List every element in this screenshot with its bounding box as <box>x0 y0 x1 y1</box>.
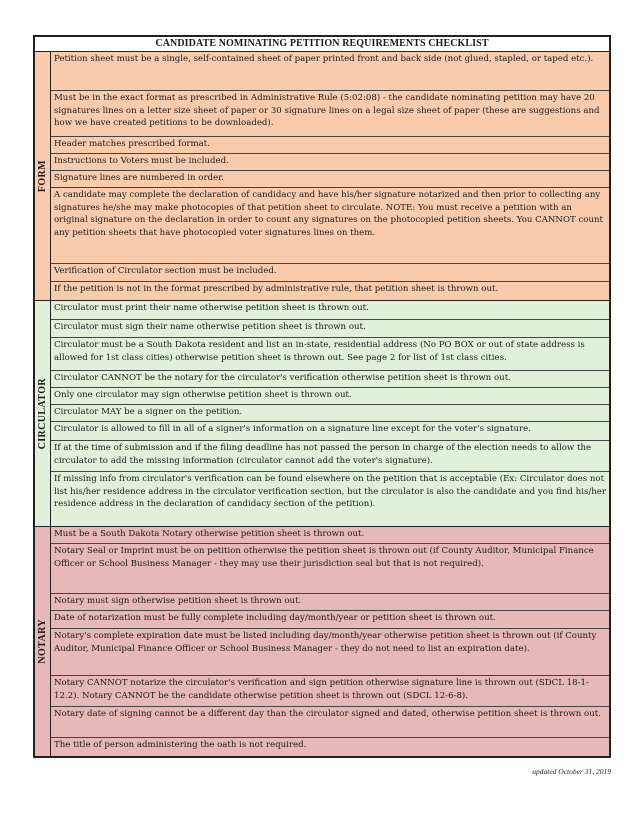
checklist-item: If missing info from circulator's verification can be found elsewhere on the petition that is acceptable (Ex: Circulator does not list his/her residence address in the circulator verification section, but the circulator is also the candidate and you find his/her residence address in the declaration of candidacy section of the petition). <box>51 472 609 526</box>
form-section-label <box>35 52 51 300</box>
checklist-table <box>33 35 611 758</box>
notary-items <box>51 527 609 756</box>
checklist-item: Instructions to Voters must be included. <box>51 154 609 171</box>
checklist-item: Must be in the exact format as prescribed in Administrative Rule (5:02:08) - the candidate nominating petition may have 20 signatures lines on a letter size sheet of paper or 30 signature lines on a legal size sheet of paper (these are suggestions and how we have created petitions to be downloaded). <box>51 91 609 137</box>
checklist-item: Circulator must sign their name otherwise petition sheet is thrown out. <box>51 320 609 338</box>
circulator-section-label <box>35 301 51 526</box>
checklist-item: Notary CANNOT notarize the circulator's verification and sign petition otherwise signature line is thrown out (SDCL 18-1-12.2). Notary CANNOT be the candidate otherwise petition sheet is thrown out (SDCL 12-6-8). <box>51 676 609 707</box>
notary-section-label <box>35 527 51 756</box>
checklist-item: Circulator CANNOT be the notary for the circulator's verification otherwise petition sheet is thrown out. <box>51 371 609 388</box>
circulator-section <box>35 301 609 527</box>
checklist-item: Only one circulator may sign otherwise petition sheet is thrown out. <box>51 388 609 405</box>
circulator-label-text: CIRCULATOR <box>37 377 48 450</box>
checklist-item: Circulator is allowed to fill in all of a signer's information on a signature line except for the voter's signature. <box>51 422 609 441</box>
checklist-item: Signature lines are numbered in order. <box>51 171 609 188</box>
checklist-item: Petition sheet must be a single, self-contained sheet of paper printed front and back side (not glued, stapled, or taped etc.). <box>51 52 609 91</box>
checklist-item: Header matches prescribed format. <box>51 137 609 154</box>
checklist-item: The title of person administering the oath is not required. <box>51 738 609 756</box>
checklist-item: Notary must sign otherwise petition sheet is thrown out. <box>51 594 609 611</box>
notary-label-text: NOTARY <box>37 619 48 664</box>
checklist-item: Must be a South Dakota Notary otherwise petition sheet is thrown out. <box>51 527 609 544</box>
checklist-item: A candidate may complete the declaration of candidacy and have his/her signature notarized and then prior to collecting any signatures he/she may make photocopies of that petition sheet to circulate. NOTE: You must receive a petition with an original signature on the declaration in order to count any signatures on the photocopied petition sheets. You CANNOT count any petition sheets that have photocopied voter signatures lines on them. <box>51 188 609 264</box>
checklist-item: If at the time of submission and if the filing deadline has not passed the person in charge of the election needs to allow the circulator to add the missing information (circulator cannot add the voter's signature). <box>51 441 609 472</box>
checklist-item: Circulator must be a South Dakota resident and list an in-state, residential address (No PO BOX or out of state address is allowed for 1st class cities) otherwise petition sheet is thrown out. See page 2 for list of 1st class cities. <box>51 338 609 371</box>
checklist-item: Circulator must print their name otherwise petition sheet is thrown out. <box>51 301 609 320</box>
form-items <box>51 52 609 300</box>
form-section <box>35 52 609 301</box>
notary-section <box>35 527 609 756</box>
checklist-item: Notary date of signing cannot be a different day than the circulator signed and dated, otherwise petition sheet is thrown out. <box>51 707 609 738</box>
checklist-item: Notary Seal or Imprint must be on petition otherwise the petition sheet is thrown out (if County Auditor, Municipal Finance Officer or School Business Manager - they may use their jurisdiction seal but that is not required). <box>51 544 609 594</box>
checklist-item: Circulator MAY be a signer on the petition. <box>51 405 609 422</box>
checklist-item: If the petition is not in the format prescribed by administrative rule, that petition sheet is thrown out. <box>51 282 609 300</box>
form-label-text: FORM <box>37 159 48 193</box>
checklist-item: Notary's complete expiration date must be listed including day/month/year otherwise petition sheet is thrown out (if County Auditor, Municipal Finance Officer or School Business Manager - they do not need to list an expiration date). <box>51 629 609 676</box>
checklist-item: Date of notarization must be fully complete including day/month/year or petition sheet is thrown out. <box>51 611 609 629</box>
circulator-items <box>51 301 609 526</box>
checklist-item: Verification of Circulator section must be included. <box>51 264 609 282</box>
checklist-title: CANDIDATE NOMINATING PETITION REQUIREMENTS CHECKLIST <box>35 37 609 52</box>
updated-date: updated October 31, 2019 <box>532 767 611 776</box>
